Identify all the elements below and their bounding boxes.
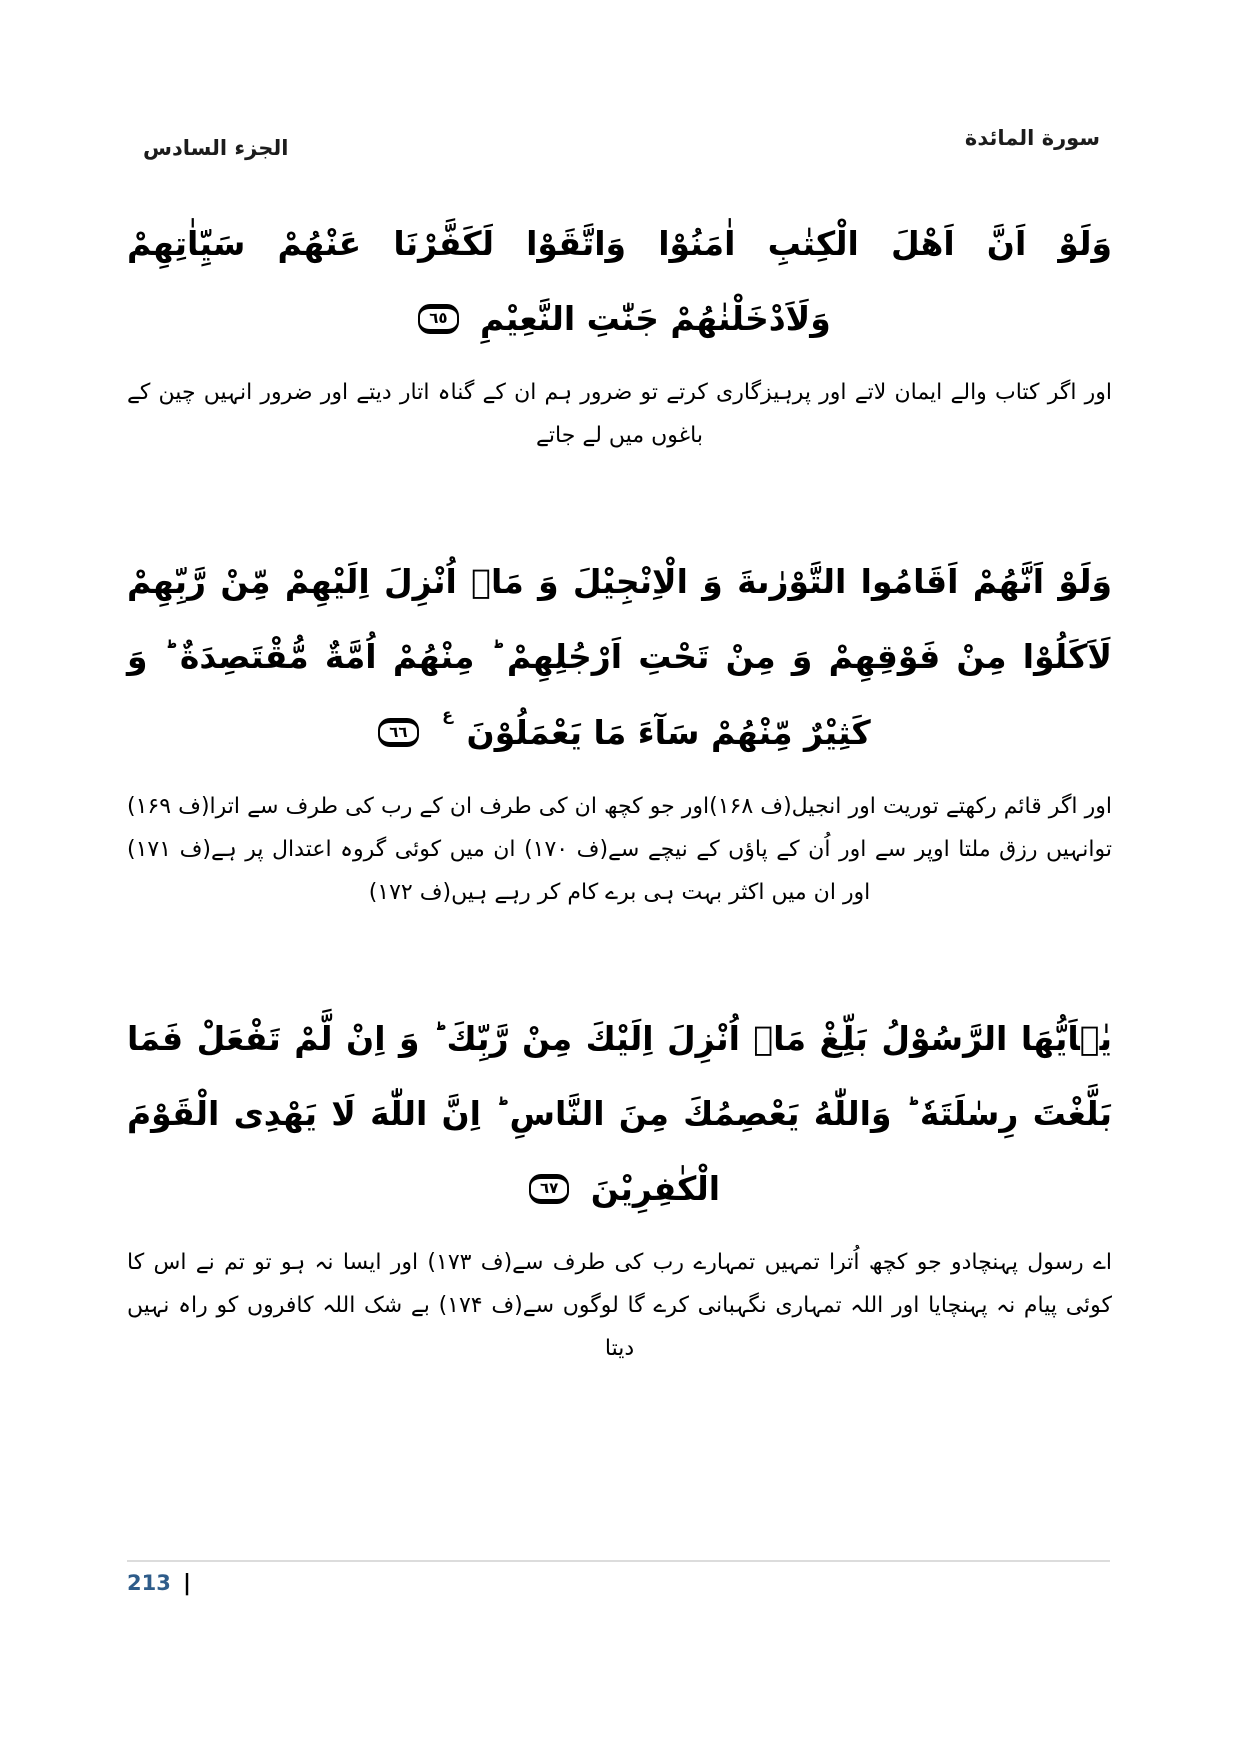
page-footer — [127, 1560, 1110, 1596]
arabic-verse-66 — [127, 544, 1112, 770]
verse-section-65 — [127, 206, 1112, 458]
arabic-verse-67-text: يٰۤاَيُّهَا الرَّسُوْلُ بَلِّغْ مَاۤ اُنْزِلَ اِلَيْكَ مِنْ رَّبِّكَ ؕ وَ اِنْ لَّمْ تَفْعَلْ فَمَا بَلَّغْتَ رِسٰلَتَهٗ ؕ وَاللّٰهُ يَعْصِمُكَ مِنَ النَّاسِ ؕ اِنَّ اللّٰهَ لَا يَهْدِى الْقَوْمَ الْكٰفِرِيْنَ — [127, 1018, 1112, 1209]
page-number-separator: | — [182, 1571, 191, 1596]
verse-section-67 — [127, 1001, 1112, 1371]
juz-title: الجزء السادس — [143, 136, 289, 160]
ruku-marker: ع — [442, 704, 454, 724]
urdu-translation-66: اور اگر قائم رکھتے توریت اور انجیل(ف ۱۶۸)اور جو کچھ ان کی طرف ان کے رب کی طرف سے اترا(ف ۱۶۹) توانہیں رزق ملتا اوپر سے اور اُن کے پاؤں کے نیچے سے(ف ۱۷۰) ان میں کوئی گروہ اعتدال پر ہے(ف ۱۷۱) اور ان میں اکثر بہت ہی برے کام کر رہے ہیں(ف ۱۷۲) — [127, 793, 1112, 905]
ayah-number-badge-65: ٦٥ — [418, 304, 458, 334]
surah-title: سورة المائدة — [964, 126, 1100, 150]
arabic-verse-66-text: وَلَوْ اَنَّهُمْ اَقَامُوا التَّوْرٰىةَ وَ الْاِنْجِيْلَ وَ مَاۤ اُنْزِلَ اِلَيْهِمْ مِّنْ رَّبِّهِمْ لَاَكَلُوْا مِنْ فَوْقِهِمْ وَ مِنْ تَحْتِ اَرْجُلِهِمْ ؕ مِنْهُمْ اُمَّةٌ مُّقْتَصِدَةٌ ؕ وَ كَثِيْرٌ مِّنْهُمْ سَآءَ مَا يَعْمَلُوْنَ — [127, 562, 1112, 752]
ayah-number-badge-67: ٦٧ — [529, 1174, 569, 1204]
page-number: 213 — [127, 1571, 171, 1595]
urdu-translation-67: اے رسول پہنچادو جو کچھ اُترا تمہیں تمہارے رب کی طرف سے(ف ۱۷۳) اور ایسا نہ ہو تو تم نے اس کا کوئی پیام نہ پہنچایا اور اللہ تمہاری نگہبانی کرے گا لوگوں سے(ف ۱۷۴) بے شک اللہ کافروں کو راہ نہیں دیتا — [127, 1250, 1112, 1362]
verse-section-66 — [127, 544, 1112, 914]
arabic-verse-65 — [127, 206, 1112, 356]
urdu-translation-65: اور اگر کتاب والے ایمان لاتے اور پرہیزگاری کرتے تو ضرور ہم ان کے گناہ اتار دیتے اور ضرور انہیں چین کے باغوں میں لے جاتے — [127, 380, 1112, 449]
arabic-verse-65-text: وَلَوْ اَنَّ اَهْلَ الْكِتٰبِ اٰمَنُوْا وَاتَّقَوْا لَكَفَّرْنَا عَنْهُمْ سَيِّاٰتِهِمْ وَلَاَدْخَلْنٰهُمْ جَنّٰتِ النَّعِيْمِ — [127, 224, 1112, 339]
arabic-verse-67 — [127, 1001, 1112, 1227]
page-header — [127, 122, 1112, 184]
ayah-number-badge-66: ٦٦ — [378, 718, 418, 748]
